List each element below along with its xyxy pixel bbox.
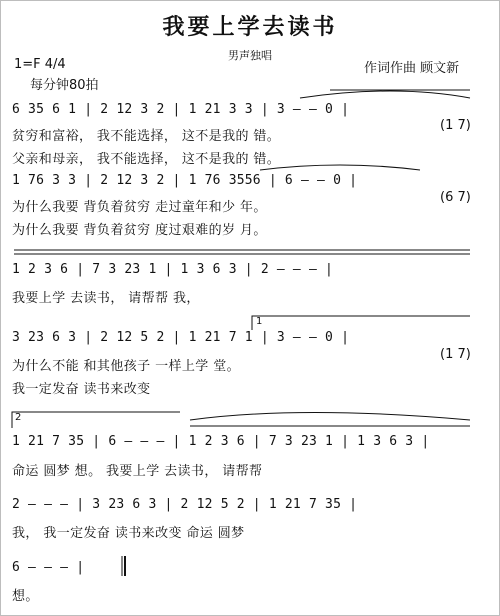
key-signature: 1=F 4/4 xyxy=(14,57,66,72)
lyric-row-5: 我要上学 去读书， 请帮帮 我， xyxy=(12,291,200,306)
lyric-row-2: 父亲和母亲， 我不能选择， 这不是我的 错。 xyxy=(12,152,281,167)
credit-line: 作词作曲 顾文新 xyxy=(364,61,460,76)
tie-line xyxy=(300,91,470,98)
volta-1-bracket xyxy=(252,316,470,330)
lyric-row-9: 我， 我一定发奋 读书来改变 命运 圆梦 xyxy=(12,526,245,541)
lyric-row-1: 贫穷和富裕， 我不能选择， 这不是我的 错。 xyxy=(12,129,281,144)
notation-row-1: 6 35 6 1 | 2 12 3 2 | 1 21 3 3 | 3 — — 0 | xyxy=(12,102,350,117)
tempo-marking: 每分钟80拍 xyxy=(30,78,99,93)
performance-type: 男声独唱 xyxy=(228,49,272,62)
lyric-row-7: 我一定发奋 读书来改变 xyxy=(12,382,151,397)
lyric-row-3: 为什么我要 背负着贫穷 走过童年和少 年。 xyxy=(12,200,267,215)
notation-row-4: 3 23 6 3 | 2 12 5 2 | 1 21 7 1 | 3 — — 0 | xyxy=(12,330,350,345)
notation-row-2: 1 76 3 3 | 2 12 3 2 | 1 76 3556 | 6 — — 0 | xyxy=(12,173,358,188)
lyric-row-10: 想。 xyxy=(12,589,39,604)
volta-2-bracket xyxy=(12,412,180,428)
repeat-mark-3: (1 7) xyxy=(440,347,471,362)
notation-row-3: 1 2 3 6 | 7 3 23 1 | 1 3 6 3 | 2 — — — | xyxy=(12,262,334,277)
repeat-mark-2: (6 7) xyxy=(440,190,471,205)
repeat-mark-1: (1 7) xyxy=(440,118,471,133)
notation-row-6: 2 — — — | 3 23 6 3 | 2 12 5 2 | 1 21 7 35 | xyxy=(12,497,358,512)
lyric-row-6: 为什么不能 和其他孩子 一样上学 堂。 xyxy=(12,359,240,374)
volta-2-label: 2 xyxy=(15,412,22,423)
notation-row-5: 1 21 7 35 | 6 — — — | 1 2 3 6 | 7 3 23 1 | 1 3 6 3 | xyxy=(12,434,430,449)
tie-line xyxy=(190,413,470,421)
lyric-row-4: 为什么我要 背负着贫穷 度过艰难的岁 月。 xyxy=(12,223,267,238)
lyric-row-8: 命运 圆梦 想。 我要上学 去读书， 请帮帮 xyxy=(12,464,263,479)
volta-1-label: 1 xyxy=(256,316,263,327)
notation-row-7: 6 — — — | xyxy=(12,560,85,575)
song-title: 我要上学去读书 xyxy=(162,15,338,40)
tie-line xyxy=(260,165,420,170)
